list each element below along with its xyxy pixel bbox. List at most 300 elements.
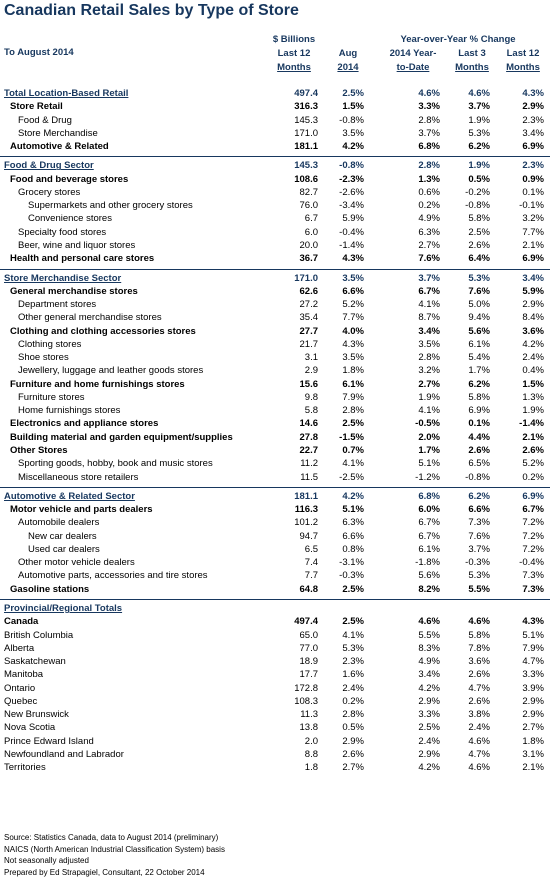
row-value-col1: 145.3 (294, 114, 318, 126)
row-value-col2: 4.2% (342, 141, 364, 153)
row-value-col2: 0.2% (342, 695, 364, 707)
row-label: Health and personal care stores (10, 253, 155, 265)
section-row (0, 272, 550, 285)
row-value-col4: 5.6% (468, 325, 490, 337)
row-value-col5: 3.9% (522, 682, 544, 694)
row-value-col2: 2.4% (342, 682, 364, 694)
row-value-col4: 6.2% (468, 141, 490, 153)
row-value-col4: 4.6% (468, 735, 490, 747)
row-value-col2: 4.3% (342, 253, 364, 265)
row-value-col2: 2.7% (342, 762, 364, 774)
row-value-col3: 6.7% (418, 285, 440, 297)
table-row (0, 325, 550, 338)
row-value-col2: 0.8% (342, 543, 364, 555)
row-value-col1: 316.3 (294, 101, 318, 113)
row-value-col1: 15.6 (299, 378, 318, 390)
row-value-col3: 5.1% (418, 458, 440, 470)
row-label: Jewellery, luggage and leather goods stores (18, 365, 204, 377)
table-row (0, 668, 550, 681)
row-value-col2: -2.6% (339, 186, 364, 198)
row-value-col2: 5.9% (342, 213, 364, 225)
row-value-col3: 2.8% (418, 160, 440, 172)
row-value-col4: 0.5% (468, 173, 490, 185)
row-value-col2: -0.8% (339, 160, 364, 172)
table-row (0, 391, 550, 404)
col1-header-line1: Last 12 (277, 48, 311, 59)
row-value-col1: 7.7 (304, 570, 318, 582)
col3-header-line2: to-Date (396, 62, 430, 73)
row-value-col4: -0.3% (465, 557, 490, 569)
col5-header-line2: Months (506, 62, 540, 73)
row-value-col5: 2.1% (522, 239, 544, 251)
row-value-col2: 3.5% (342, 352, 364, 364)
table-row (0, 226, 550, 239)
row-value-col2: 2.5% (342, 418, 364, 430)
row-value-col1: 64.8 (299, 583, 318, 595)
row-value-col1: 172.8 (294, 682, 318, 694)
table-row (0, 708, 550, 721)
row-value-col2: -1.4% (339, 239, 364, 251)
section-row (0, 490, 550, 503)
table-row (0, 735, 550, 748)
row-value-col4: 4.6% (468, 616, 490, 628)
row-value-col3: 6.8% (418, 490, 440, 502)
table-row (0, 127, 550, 140)
row-value-col5: 3.1% (522, 748, 544, 760)
row-value-col1: 145.3 (294, 160, 318, 172)
row-value-col3: 4.6% (418, 88, 440, 99)
row-value-col4: 2.6% (468, 239, 490, 251)
row-value-col5: 7.2% (522, 543, 544, 555)
footnote-line: Not seasonally adjusted (4, 856, 89, 865)
row-value-col1: 6.0 (304, 226, 318, 238)
row-value-col2: 0.7% (342, 445, 364, 457)
row-value-col3: 3.7% (418, 272, 440, 284)
table-row (0, 431, 550, 444)
table-row (0, 642, 550, 655)
row-value-col5: 2.9% (522, 101, 544, 113)
row-value-col1: 62.6 (299, 285, 318, 297)
footnote-line: NAICS (North American Industrial Classification System) basis (4, 844, 225, 854)
row-value-col2: 2.8% (342, 405, 364, 417)
row-value-col1: 7.4 (304, 557, 318, 569)
section-divider (0, 156, 550, 157)
table-row (0, 311, 550, 324)
row-value-col2: -1.5% (339, 431, 364, 443)
row-value-col3: 4.9% (418, 213, 440, 225)
row-value-col5: 3.4% (522, 272, 544, 284)
row-value-col5: 3.6% (522, 325, 544, 337)
row-value-col4: -0.8% (465, 471, 490, 483)
row-value-col1: 1.8 (304, 762, 318, 774)
row-value-col3: 2.8% (418, 352, 440, 364)
table-row (0, 655, 550, 668)
row-value-col2: 2.6% (342, 748, 364, 760)
row-value-col3: 2.8% (418, 114, 440, 126)
row-value-col1: 36.7 (299, 253, 318, 265)
row-value-col1: 14.6 (299, 418, 318, 430)
row-value-col4: 3.7% (468, 543, 490, 555)
table-row (0, 471, 550, 484)
row-value-col5: 5.1% (522, 629, 544, 641)
table-row (0, 556, 550, 569)
row-value-col4: 7.6% (468, 530, 490, 542)
row-label: British Columbia (4, 629, 74, 641)
row-value-col1: 3.1 (304, 352, 318, 364)
row-value-col4: 1.9% (468, 160, 490, 172)
row-label: Motor vehicle and parts dealers (10, 504, 153, 516)
row-value-col4: 3.7% (468, 101, 490, 113)
row-value-col4: -0.2% (465, 186, 490, 198)
row-value-col2: 3.5% (342, 272, 364, 284)
row-value-col2: 2.5% (342, 616, 364, 628)
row-value-col3: 5.6% (418, 570, 440, 582)
row-value-col5: 3.4% (522, 127, 544, 139)
row-value-col5: 0.2% (522, 471, 544, 483)
table-row (0, 721, 550, 734)
row-label: Other general merchandise stores (18, 312, 162, 324)
table-row (0, 682, 550, 695)
row-value-col5: 2.9% (522, 695, 544, 707)
row-value-col4: 4.6% (468, 88, 490, 99)
row-value-col5: 4.7% (522, 656, 544, 668)
row-value-col1: 101.2 (294, 517, 318, 529)
row-value-col3: 3.7% (418, 127, 440, 139)
row-value-col2: 7.9% (342, 391, 364, 403)
row-value-col4: 1.9% (468, 114, 490, 126)
col5-header-line1: Last 12 (506, 48, 540, 59)
row-value-col4: 6.6% (468, 504, 490, 516)
row-value-col4: 5.8% (468, 629, 490, 641)
row-value-col3: 8.7% (418, 312, 440, 324)
row-value-col5: 6.7% (522, 504, 544, 516)
row-label: New Brunswick (4, 709, 69, 721)
row-value-col5: 2.3% (522, 160, 544, 172)
row-value-col5: 2.3% (522, 114, 544, 126)
row-label: Alberta (4, 642, 35, 654)
row-value-col1: 5.8 (304, 405, 318, 417)
row-value-col3: 4.1% (418, 299, 440, 311)
row-value-col1: 11.5 (300, 471, 318, 483)
row-value-col5: 7.3% (522, 570, 544, 582)
row-value-col5: 7.2% (522, 517, 544, 529)
table-row (0, 338, 550, 351)
report-title: Canadian Retail Sales by Type of Store (4, 2, 299, 19)
row-value-col1: 108.3 (294, 695, 318, 707)
row-value-col3: 6.3% (418, 226, 440, 238)
row-value-col4: -0.8% (465, 200, 490, 212)
billions-group-label: $ Billions (272, 34, 316, 45)
row-value-col4: 2.6% (468, 669, 490, 681)
table-row (0, 583, 550, 596)
row-value-col3: 1.7% (418, 445, 440, 457)
row-label: Miscellaneous store retailers (18, 471, 139, 483)
row-label: Manitoba (4, 669, 44, 681)
row-value-col2: 2.5% (342, 88, 364, 99)
table-row (0, 404, 550, 417)
row-value-col4: 2.6% (468, 445, 490, 457)
row-value-col2: -3.4% (339, 200, 364, 212)
table-row (0, 140, 550, 153)
row-value-col1: 2.0 (304, 735, 318, 747)
row-value-col4: 2.5% (468, 226, 490, 238)
col4-header-line1: Last 3 (458, 48, 486, 59)
row-value-col5: 0.4% (522, 365, 544, 377)
row-value-col1: 2.9 (304, 365, 318, 377)
row-value-col1: 11.3 (300, 709, 318, 721)
table-row (0, 100, 550, 113)
row-value-col5: 4.3% (522, 616, 544, 628)
row-value-col2: 6.1% (342, 378, 364, 390)
row-value-col2: 2.8% (342, 709, 364, 721)
row-label: Clothing stores (18, 338, 82, 350)
col1-header-line2: Months (277, 62, 311, 73)
row-value-col2: 5.2% (342, 299, 364, 311)
table-row (0, 417, 550, 430)
table-row (0, 298, 550, 311)
row-label: Specialty food stores (18, 226, 107, 238)
row-value-col2: 4.1% (342, 629, 364, 641)
row-value-col1: 497.4 (294, 616, 318, 628)
row-value-col1: 171.0 (294, 127, 318, 139)
row-value-col2: 1.6% (342, 669, 364, 681)
table-row (0, 199, 550, 212)
row-value-col1: 22.7 (299, 445, 318, 457)
row-value-col1: 116.3 (294, 504, 318, 516)
period-label: To August 2014 (4, 47, 74, 58)
table-row (0, 173, 550, 186)
row-value-col2: 7.7% (342, 312, 364, 324)
row-value-col4: 6.2% (468, 378, 490, 390)
row-label: Automotive & Related Sector (4, 490, 135, 502)
row-value-col3: 2.5% (418, 722, 440, 734)
row-value-col1: 20.0 (299, 239, 318, 251)
row-value-col5: 4.2% (522, 338, 544, 350)
row-value-col4: 5.8% (468, 213, 490, 225)
row-label: Store Retail (10, 101, 63, 113)
row-value-col4: 5.3% (468, 570, 490, 582)
table-row (0, 530, 550, 543)
row-value-col5: 2.6% (522, 445, 544, 457)
row-value-col1: 27.7 (299, 325, 318, 337)
row-label: Canada (4, 616, 39, 628)
row-value-col3: 2.0% (418, 431, 440, 443)
table-row (0, 252, 550, 265)
row-value-col3: 2.7% (418, 239, 440, 251)
row-label: Provincial/Regional Totals (4, 602, 123, 614)
section-row (0, 602, 550, 615)
row-value-col4: 6.9% (468, 405, 490, 417)
yoy-group-header: Year-over-Year % Change (400, 34, 516, 45)
row-value-col2: 4.1% (342, 458, 364, 470)
row-value-col3: 5.5% (418, 629, 440, 641)
row-value-col4: 6.4% (468, 253, 490, 265)
row-value-col2: 6.6% (342, 285, 364, 297)
row-value-col3: 3.4% (418, 669, 440, 681)
row-label: Convenience stores (28, 213, 112, 225)
row-label: Store Merchandise (18, 127, 98, 139)
table-row (0, 695, 550, 708)
row-value-col1: 497.4 (294, 88, 318, 99)
row-value-col2: 4.0% (342, 325, 364, 337)
row-value-col5: 1.9% (522, 405, 544, 417)
section-divider (0, 487, 550, 488)
table-row (0, 114, 550, 127)
row-label: Furniture and home furnishings stores (10, 378, 185, 390)
row-value-col2: 1.8% (342, 365, 364, 377)
row-value-col3: 6.7% (418, 530, 440, 542)
row-label: Building material and garden equipment/supplies (10, 431, 233, 443)
row-value-col1: 6.7 (304, 213, 318, 225)
row-value-col5: 5.9% (522, 285, 544, 297)
table-row (0, 516, 550, 529)
row-value-col2: 2.3% (342, 656, 364, 668)
section-divider (0, 599, 550, 600)
table-row (0, 615, 550, 628)
row-value-col5: 3.3% (522, 669, 544, 681)
row-label: Supermarkets and other grocery stores (28, 200, 193, 212)
row-label: Automotive & Related (10, 141, 109, 153)
row-value-col5: 2.1% (522, 431, 544, 443)
row-value-col3: 6.0% (418, 504, 440, 516)
row-value-col4: 5.0% (468, 299, 490, 311)
row-value-col2: 5.1% (342, 504, 364, 516)
row-value-col4: 4.7% (468, 748, 490, 760)
row-label: Total Location-Based Retail (4, 88, 129, 99)
row-value-col3: 6.8% (418, 141, 440, 153)
row-value-col1: 181.1 (294, 141, 318, 153)
section-row (0, 87, 550, 100)
row-value-col4: 5.8% (468, 391, 490, 403)
footnote-line: Source: Statistics Canada, data to August 2014 (preliminary) (4, 833, 219, 842)
row-value-col4: 5.4% (468, 352, 490, 364)
row-value-col2: -2.3% (339, 173, 364, 185)
row-value-col3: -1.2% (415, 471, 440, 483)
row-value-col1: 17.7 (299, 669, 318, 681)
col4-header-line2: Months (455, 62, 489, 73)
row-value-col1: 171.0 (294, 272, 318, 284)
table-row (0, 503, 550, 516)
row-value-col3: 3.5% (418, 338, 440, 350)
row-value-col5: -0.1% (519, 200, 544, 212)
row-value-col3: 4.6% (418, 616, 440, 628)
row-value-col4: 5.5% (468, 583, 490, 595)
row-value-col2: -0.4% (339, 226, 364, 238)
row-value-col5: -1.4% (519, 418, 544, 430)
row-value-col3: 3.3% (418, 101, 440, 113)
row-value-col4: 4.4% (468, 431, 490, 443)
row-value-col2: 0.5% (342, 722, 364, 734)
col2-header-line2: 2014 (337, 62, 359, 73)
row-label: Newfoundland and Labrador (4, 748, 124, 760)
col3-header-line1: 2014 Year- (389, 48, 437, 59)
row-value-col2: -0.3% (339, 570, 364, 582)
row-value-col5: 2.7% (522, 722, 544, 734)
row-value-col5: 4.3% (522, 88, 544, 99)
section-row (0, 159, 550, 172)
row-value-col3: 4.2% (418, 682, 440, 694)
row-value-col3: 0.2% (418, 200, 440, 212)
row-value-col4: 4.6% (468, 762, 490, 774)
row-label: Store Merchandise Sector (4, 272, 122, 284)
row-value-col4: 5.3% (468, 127, 490, 139)
row-value-col5: -0.4% (519, 557, 544, 569)
table-row (0, 629, 550, 642)
table-row (0, 186, 550, 199)
table-row (0, 457, 550, 470)
row-label: Food & Drug Sector (4, 160, 94, 172)
row-value-col2: -2.5% (339, 471, 364, 483)
row-value-col3: 7.6% (418, 253, 440, 265)
row-value-col5: 0.1% (522, 186, 544, 198)
row-value-col3: -1.8% (415, 557, 440, 569)
table-row (0, 543, 550, 556)
row-label: New car dealers (28, 530, 97, 542)
row-value-col2: 6.6% (342, 530, 364, 542)
row-label: Food and beverage stores (10, 173, 129, 185)
row-value-col4: 7.8% (468, 642, 490, 654)
row-label: Other Stores (10, 445, 68, 457)
row-value-col1: 65.0 (299, 629, 318, 641)
row-label: Grocery stores (18, 186, 81, 198)
row-value-col4: 6.1% (468, 338, 490, 350)
row-label: Automobile dealers (18, 517, 100, 529)
table-row (0, 569, 550, 582)
row-value-col1: 94.7 (299, 530, 318, 542)
row-value-col1: 13.8 (299, 722, 318, 734)
row-label: Nova Scotia (4, 722, 56, 734)
table-row (0, 378, 550, 391)
row-value-col3: 3.4% (418, 325, 440, 337)
row-value-col2: 2.9% (342, 735, 364, 747)
row-label: Quebec (4, 695, 38, 707)
row-value-col5: 2.4% (522, 352, 544, 364)
row-value-col5: 7.2% (522, 530, 544, 542)
row-label: Department stores (18, 299, 97, 311)
row-value-col4: 2.6% (468, 695, 490, 707)
table-row (0, 351, 550, 364)
row-value-col2: 6.3% (342, 517, 364, 529)
row-value-col4: 3.6% (468, 656, 490, 668)
row-label: Saskatchewan (4, 656, 66, 668)
row-label: Furniture stores (18, 391, 85, 403)
table-row (0, 212, 550, 225)
row-value-col5: 6.9% (522, 490, 544, 502)
table-row (0, 364, 550, 377)
col2-header-line1: Aug (338, 48, 358, 59)
row-value-col3: 8.3% (418, 642, 440, 654)
row-value-col1: 76.0 (299, 200, 318, 212)
row-value-col2: -3.1% (339, 557, 364, 569)
row-value-col5: 3.2% (522, 213, 544, 225)
row-label: Automotive parts, accessories and tire stores (18, 570, 208, 582)
table-row (0, 239, 550, 252)
row-value-col1: 6.5 (304, 543, 318, 555)
row-value-col5: 2.1% (522, 762, 544, 774)
row-value-col4: 0.1% (468, 418, 490, 430)
row-value-col4: 6.5% (468, 458, 490, 470)
row-value-col3: 4.2% (418, 762, 440, 774)
table-row (0, 761, 550, 774)
row-value-col3: 6.1% (418, 543, 440, 555)
row-value-col4: 5.3% (468, 272, 490, 284)
row-value-col4: 3.8% (468, 709, 490, 721)
row-label: Other motor vehicle dealers (18, 557, 135, 569)
row-value-col2: 4.3% (342, 338, 364, 350)
table-row (0, 748, 550, 761)
row-value-col5: 2.9% (522, 299, 544, 311)
row-label: Territories (4, 762, 46, 774)
